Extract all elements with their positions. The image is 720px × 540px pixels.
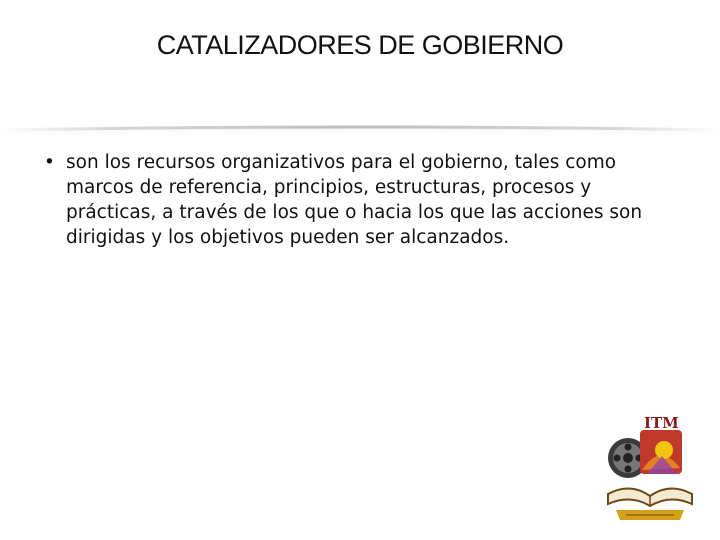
- itm-logo-icon: [602, 408, 698, 526]
- bullet-item: [44, 150, 684, 250]
- slide-title: CATALIZADORES DE GOBIERNO: [156, 30, 564, 60]
- bullet-text: son los recursos organizativos para el gobierno, tales como marcos de referencia, principios, estructuras, procesos y prácticas, a través de los que o hacia los que las acciones son dirigidas y los objetivos pueden ser alcanzados.: [66, 152, 643, 248]
- bullet-mark: •: [44, 152, 55, 173]
- svg-text:ITM: ITM: [644, 414, 679, 432]
- title-divider: [0, 100, 720, 140]
- slide-content: [44, 150, 684, 250]
